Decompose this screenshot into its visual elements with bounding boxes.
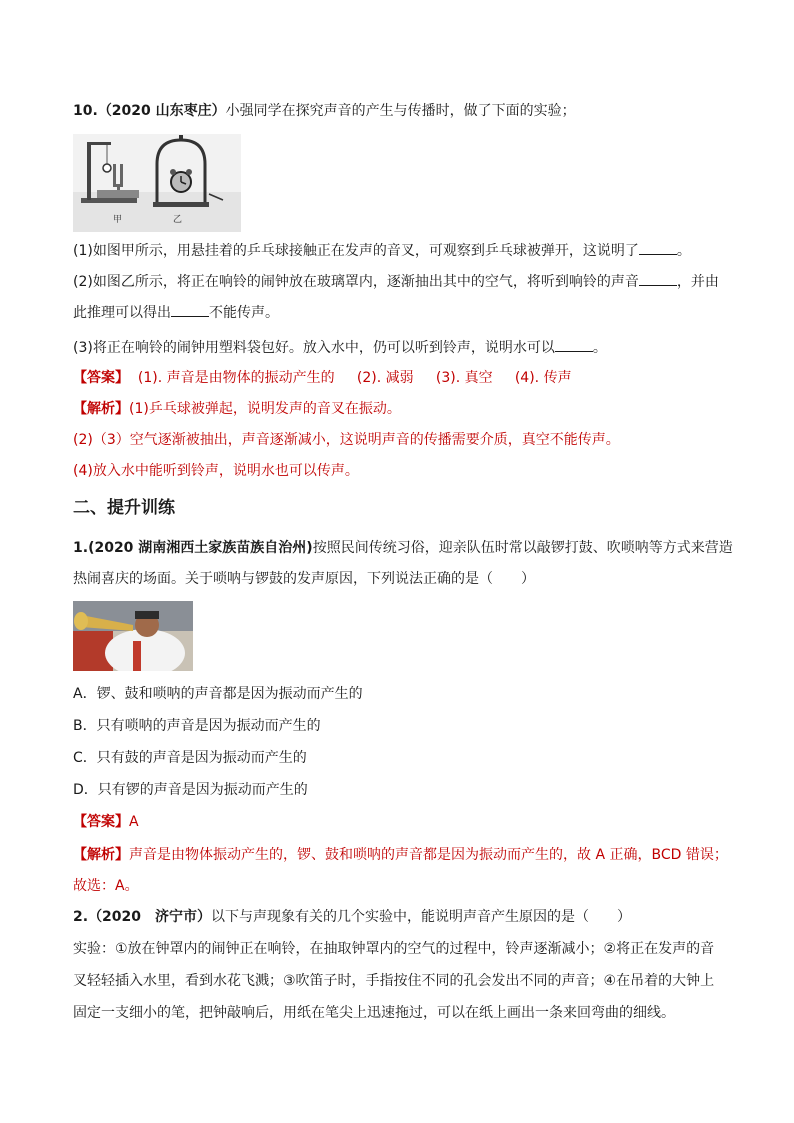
q2-exp-line2: 叉轻轻插入水里，看到水花飞溅；③吹笛子时，手指按住不同的孔会发出不同的声音；④在吊着的大钟上 — [73, 973, 715, 989]
q1-analysis-2: 故选：A。 — [73, 878, 139, 894]
q10-number: 10. — [73, 103, 98, 119]
suona-player-photo — [73, 601, 193, 671]
q1-answer — [73, 812, 139, 832]
q1-option-b: B．只有唢呐的声音是因为振动而产生的 — [73, 718, 321, 734]
q1-source: (2020 湖南湘西土家族苗族自治州) — [88, 540, 313, 556]
q10-part3-end: 。 — [592, 340, 607, 356]
q10-part1-end: 。 — [676, 243, 691, 259]
q1-stem-line1 — [73, 538, 733, 558]
q10-part2 — [73, 271, 719, 292]
q10-part2c-text: 此推理可以得出 — [73, 305, 171, 321]
q10-part2-end: ，并由 — [676, 274, 719, 290]
q1-stem-line2: 热闹喜庆的场面。关于唢呐与锣鼓的发声原因，下列说法正确的是（ ） — [73, 571, 535, 587]
q10-source: （2020 山东枣庄） — [97, 103, 226, 119]
experiment-illustration — [73, 134, 241, 232]
q1-option-a: A．锣、鼓和唢呐的声音都是因为振动而产生的 — [73, 686, 363, 702]
q10-analysis-3: (4)放入水中能听到铃声，说明水也可以传声。 — [73, 463, 359, 479]
q10-part2-text: (2)如图乙所示，将正在响铃的闹钟放在玻璃罩内，逐渐抽出其中的空气，将听到响铃的声音 — [73, 274, 639, 290]
figure-label-yi: 乙 — [173, 215, 183, 225]
q10-analysis-1: (1)乒乓球被弹起，说明发声的音叉在振动。 — [129, 401, 401, 417]
q10-answer-text: (1). 声音是由物体的振动产生的 (2). 减弱 (3). 真空 (4). 传声 — [129, 370, 572, 386]
section-title: 二、提升训练 — [73, 498, 175, 518]
q1-analysis — [73, 845, 728, 865]
q1-number: 1. — [73, 540, 89, 556]
q10-part2-cont — [73, 302, 279, 323]
q1-answer-tag: 【答案】 — [73, 814, 129, 830]
q10-answer-tag: 【答案】 — [73, 370, 129, 386]
q10-part1 — [73, 240, 691, 261]
q2-stem: 以下与声现象有关的几个实验中，能说明声音产生原因的是（ ） — [211, 909, 632, 925]
q1-answer-text: A — [129, 814, 139, 830]
q1-stem1: 按照民间传统习俗，迎亲队伍时常以敲锣打鼓、吹唢呐等方式来营造 — [312, 540, 733, 556]
q2-source: （2020 济宁市） — [88, 909, 212, 925]
q10-blank-4 — [555, 337, 593, 352]
q2-exp-line1: 实验：①放在钟罩内的闹钟正在响铃，在抽取钟罩内的空气的过程中，铃声逐渐减小；②将正在发声的音 — [73, 941, 715, 957]
q10-analysis-2: (2)（3）空气逐渐被抽出，声音逐渐减小，这说明声音的传播需要介质，真空不能传声。 — [73, 432, 620, 448]
q10-stem-line — [73, 101, 576, 121]
q10-figure — [73, 134, 241, 232]
figure-label-jia: 甲 — [113, 215, 123, 225]
q10-part1-text: (1)如图甲所示，用悬挂着的乒乓球接触正在发声的音叉，可观察到乒乓球被弹开，这说明了 — [73, 243, 639, 259]
q1-photo — [73, 601, 193, 671]
q10-blank-1 — [639, 240, 677, 255]
q1-analysis-1: 声音是由物体振动产生的，锣、鼓和唢呐的声音都是因为振动而产生的，故 A 正确，BCD 错误； — [129, 847, 728, 863]
q10-part3 — [73, 337, 607, 358]
q10-answer — [73, 368, 572, 388]
q10-blank-2 — [639, 271, 677, 286]
q10-analysis — [73, 399, 401, 419]
q1-option-c: C．只有鼓的声音是因为振动而产生的 — [73, 750, 307, 766]
q2-number: 2. — [73, 909, 89, 925]
q10-analysis-tag: 【解析】 — [73, 401, 129, 417]
q1-option-d: D．只有锣的声音是因为振动而产生的 — [73, 782, 308, 798]
q2-stem-line — [73, 907, 631, 927]
q10-stem: 小强同学在探究声音的产生与传播时，做了下面的实验； — [225, 103, 576, 119]
q2-exp-line3: 固定一支细小的笔，把钟敲响后，用纸在笔尖上迅速拖过，可以在纸上画出一条来回弯曲的细线。 — [73, 1005, 675, 1021]
q10-part3-text: (3)将正在响铃的闹钟用塑料袋包好。放入水中，仍可以听到铃声，说明水可以 — [73, 340, 555, 356]
q10-part2d-text: 不能传声。 — [209, 305, 279, 321]
q1-analysis-tag: 【解析】 — [73, 847, 129, 863]
q10-blank-3 — [171, 302, 209, 317]
